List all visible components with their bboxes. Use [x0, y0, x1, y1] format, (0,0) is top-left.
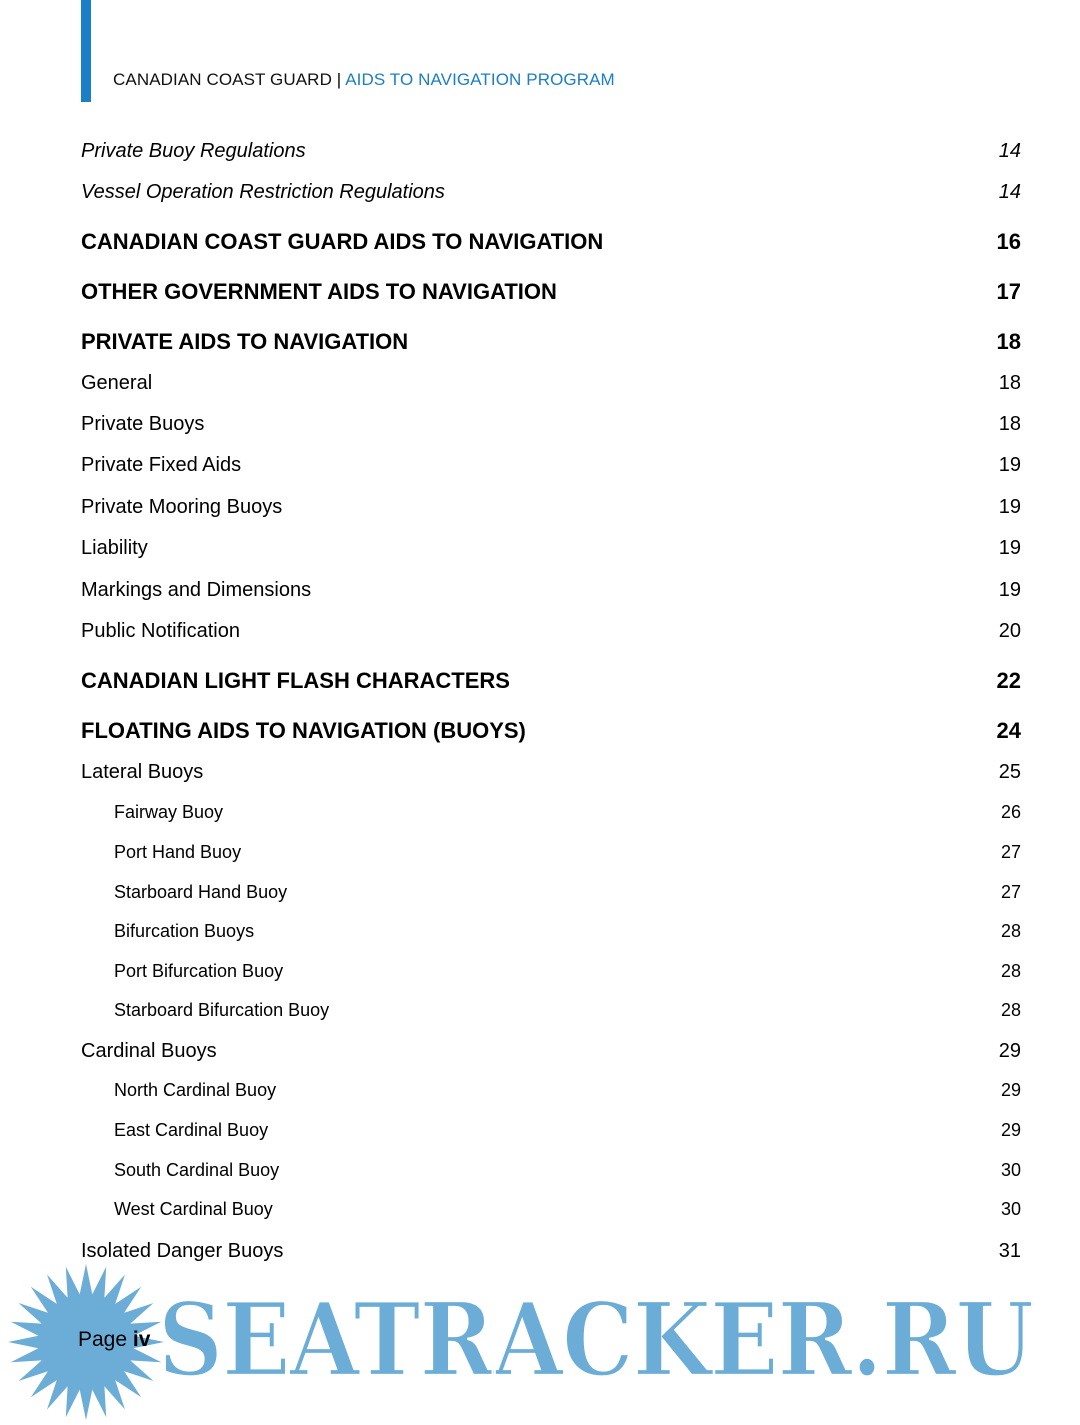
toc-entry[interactable]: [81, 1240, 1021, 1263]
toc-entry-page: 16: [996, 229, 1021, 254]
toc-entry-page: 18: [998, 413, 1021, 435]
header-accent-bar: [81, 0, 91, 102]
toc-entry-page: 20: [998, 620, 1021, 642]
toc-entry[interactable]: [81, 372, 1021, 395]
header-separator: |: [331, 70, 346, 89]
toc-entry[interactable]: [81, 718, 1021, 744]
page-word: Page: [78, 1328, 133, 1351]
toc-entry[interactable]: [81, 842, 1021, 863]
toc-entry-page: 18: [996, 329, 1021, 354]
toc-entry-page: 18: [998, 372, 1021, 394]
toc-entry-title: South Cardinal Buoy: [114, 1160, 280, 1180]
toc-entry-title: Liability: [81, 537, 148, 559]
toc-entry-page: 26: [1000, 802, 1021, 822]
toc-entry-title: Private Fixed Aids: [81, 454, 242, 476]
toc-entry-title: Port Hand Buoy: [114, 842, 242, 862]
toc-entry-title: West Cardinal Buoy: [114, 1199, 273, 1219]
toc-entry-page: 31: [998, 1240, 1021, 1262]
toc-entry-page: 25: [998, 761, 1021, 783]
toc-entry[interactable]: [81, 620, 1021, 643]
toc-entry-title: Private Mooring Buoys: [81, 496, 283, 518]
toc-entry-page: 29: [1000, 1120, 1021, 1140]
toc-entry-title: Fairway Buoy: [114, 802, 224, 822]
toc-entry-title: Bifurcation Buoys: [114, 921, 255, 941]
toc-entry-title: General: [81, 372, 153, 394]
toc-entry[interactable]: [81, 279, 1021, 305]
header-program: AIDS TO NAVIGATION PROGRAM: [345, 70, 615, 89]
toc-entry-page: 29: [1000, 1080, 1021, 1100]
watermark-text: SEATRACKER.RU: [158, 1281, 1033, 1400]
toc-entry-title: FLOATING AIDS TO NAVIGATION (BUOYS): [81, 718, 526, 743]
toc-entry[interactable]: [81, 537, 1021, 560]
page-number: [78, 1328, 150, 1352]
toc-entry-title: CANADIAN LIGHT FLASH CHARACTERS: [81, 668, 510, 693]
toc-entry[interactable]: [81, 1040, 1021, 1063]
toc-entry-page: 30: [1000, 1160, 1021, 1180]
toc-entry-title: Lateral Buoys: [81, 761, 204, 783]
toc-entry-page: 14: [998, 181, 1021, 203]
toc-entry-title: Markings and Dimensions: [81, 579, 312, 601]
toc-entry[interactable]: [81, 496, 1021, 519]
toc-entry-title: Port Bifurcation Buoy: [114, 961, 284, 981]
toc-entry-title: CANADIAN COAST GUARD AIDS TO NAVIGATION: [81, 229, 604, 254]
toc-entry-title: Isolated Danger Buoys: [81, 1240, 284, 1262]
toc-entry[interactable]: [81, 329, 1021, 355]
toc-entry[interactable]: [81, 1199, 1021, 1220]
toc-entry[interactable]: [81, 1120, 1021, 1141]
page-numeral: iv: [132, 1328, 151, 1351]
toc-entry-title: Starboard Hand Buoy: [114, 882, 288, 902]
toc-entry[interactable]: [81, 1080, 1021, 1101]
toc-entry[interactable]: [81, 961, 1021, 982]
toc-entry[interactable]: [81, 140, 1021, 163]
toc-entry-title: Starboard Bifurcation Buoy: [114, 1000, 330, 1020]
toc-entry-title: East Cardinal Buoy: [114, 1120, 269, 1140]
toc-entry[interactable]: [81, 229, 1021, 255]
toc-entry[interactable]: [81, 921, 1021, 942]
toc-entry-page: 19: [998, 454, 1021, 476]
toc-entry-page: 22: [996, 668, 1021, 693]
toc-entry-title: Private Buoy Regulations: [81, 140, 306, 162]
toc-entry-page: 27: [1000, 842, 1021, 862]
running-header: [113, 70, 615, 90]
toc-entry[interactable]: [81, 181, 1021, 204]
toc-entry-title: Public Notification: [81, 620, 240, 642]
toc-entry-page: 29: [998, 1040, 1021, 1062]
toc-entry-page: 19: [998, 579, 1021, 601]
toc-entry[interactable]: [81, 1000, 1021, 1021]
toc-entry-page: 30: [1000, 1199, 1021, 1219]
toc-entry[interactable]: [81, 413, 1021, 436]
toc-entry-page: 14: [998, 140, 1021, 162]
toc-entry-page: 19: [998, 537, 1021, 559]
toc-entry-page: 28: [1000, 1000, 1021, 1020]
toc-entry-title: Cardinal Buoys: [81, 1040, 217, 1062]
toc-entry-title: North Cardinal Buoy: [114, 1080, 277, 1100]
toc-entry[interactable]: [81, 1160, 1021, 1181]
toc-entry-title: OTHER GOVERNMENT AIDS TO NAVIGATION: [81, 279, 557, 304]
toc-entry-title: Vessel Operation Restriction Regulations: [81, 181, 445, 203]
toc-entry-page: 24: [996, 718, 1021, 743]
header-org: CANADIAN COAST GUARD: [113, 70, 332, 89]
toc-entry[interactable]: [81, 454, 1021, 477]
toc-entry[interactable]: [81, 882, 1021, 903]
toc-entry-title: PRIVATE AIDS TO NAVIGATION: [81, 329, 409, 354]
toc-entry[interactable]: [81, 668, 1021, 694]
toc-entry-page: 28: [1000, 921, 1021, 941]
toc-entry[interactable]: [81, 579, 1021, 602]
toc-entry-page: 28: [1000, 961, 1021, 981]
toc-entry[interactable]: [81, 761, 1021, 784]
toc-entry-page: 19: [998, 496, 1021, 518]
toc-entry-page: 17: [996, 279, 1021, 304]
toc-entry-page: 27: [1000, 882, 1021, 902]
toc-entry[interactable]: [81, 802, 1021, 823]
toc-entry-title: Private Buoys: [81, 413, 205, 435]
